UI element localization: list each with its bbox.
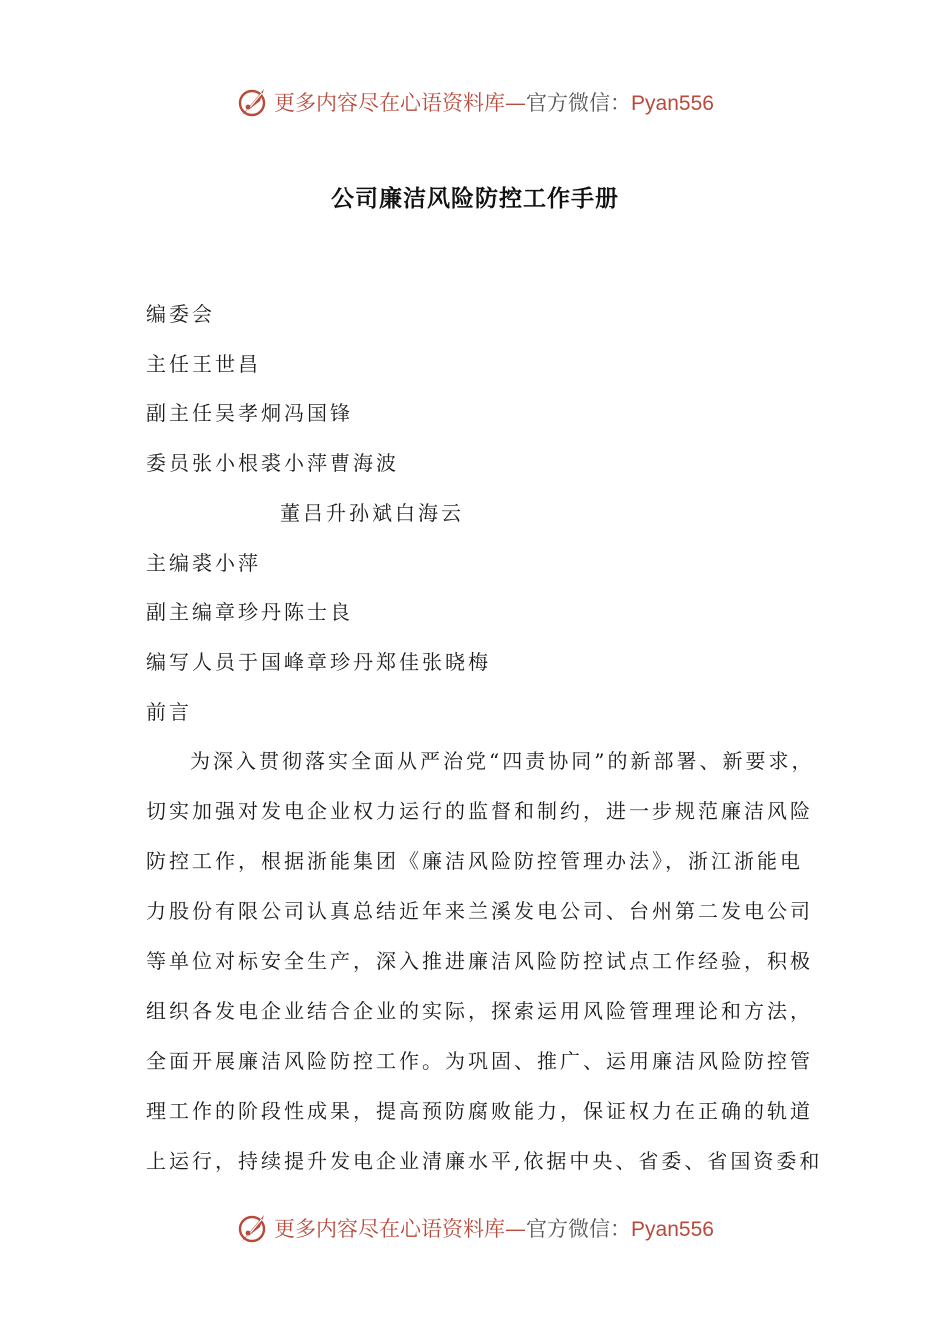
preface-line: 理工作的阶段性成果，提高预防腐败能力，保证权力在正确的轨道 xyxy=(146,1099,813,1123)
watermark-banner-bottom xyxy=(0,1206,950,1250)
committee-members-line2: 董吕升孙斌白海云 xyxy=(280,501,464,525)
watermark-main: 更多内容尽在心语资料库 xyxy=(274,91,506,115)
preface-line: 上运行，持续提升发电企业清廉水平,依据中央、省委、省国资委和 xyxy=(146,1149,823,1173)
watermark-banner-top xyxy=(0,80,950,124)
watermark-official: 官方微信： xyxy=(526,91,632,115)
watermark-dash: — xyxy=(505,91,527,115)
preface-paragraph xyxy=(146,748,823,1198)
watermark-dash: — xyxy=(505,1217,527,1241)
committee-writers: 编写人员于国峰章珍丹郑佳张晓梅 xyxy=(146,650,491,674)
watermark-wechat: Pyan556 xyxy=(631,92,714,115)
preface-line: 为深入贯彻落实全面从严治党“四责协同”的新部署、新要求， xyxy=(190,749,815,773)
preface-line: 组织各发电企业结合企业的实际，探索运用风险管理理论和方法， xyxy=(146,999,813,1023)
watermark-official: 官方微信： xyxy=(526,1217,632,1241)
committee-director: 主任王世昌 xyxy=(146,352,261,376)
watermark-wechat: Pyan556 xyxy=(631,1218,714,1241)
preface-line: 力股份有限公司认真总结近年来兰溪发电公司、台州第二发电公司 xyxy=(146,899,813,923)
committee-vice-director: 副主任吴孝炯冯国锋 xyxy=(146,401,353,425)
preface-line: 切实加强对发电企业权力运行的监督和制约，进一步规范廉洁风险 xyxy=(146,799,813,823)
committee-members-line1: 委员张小根裘小萍曹海波 xyxy=(146,451,399,475)
preface-heading: 前言 xyxy=(146,700,192,724)
document-title: 公司廉洁风险防控工作手册 xyxy=(331,186,619,212)
preface-line: 防控工作，根据浙能集团《廉洁风险防控管理办法》，浙江浙能电 xyxy=(146,849,803,873)
watermark-main: 更多内容尽在心语资料库 xyxy=(274,1217,506,1241)
committee-vice-chief-editor: 副主编章珍丹陈士良 xyxy=(146,600,353,624)
quill-logo-icon xyxy=(236,85,270,119)
watermark-text xyxy=(274,1213,714,1243)
preface-line: 全面开展廉洁风险防控工作。为巩固、推广、运用廉洁风险防控管 xyxy=(146,1049,813,1073)
committee-chief-editor: 主编裘小萍 xyxy=(146,551,261,575)
preface-line: 等单位对标安全生产，深入推进廉洁风险防控试点工作经验，积极 xyxy=(146,949,813,973)
watermark-text xyxy=(274,87,714,117)
committee-heading: 编委会 xyxy=(146,302,215,326)
quill-logo-icon xyxy=(236,1211,270,1245)
